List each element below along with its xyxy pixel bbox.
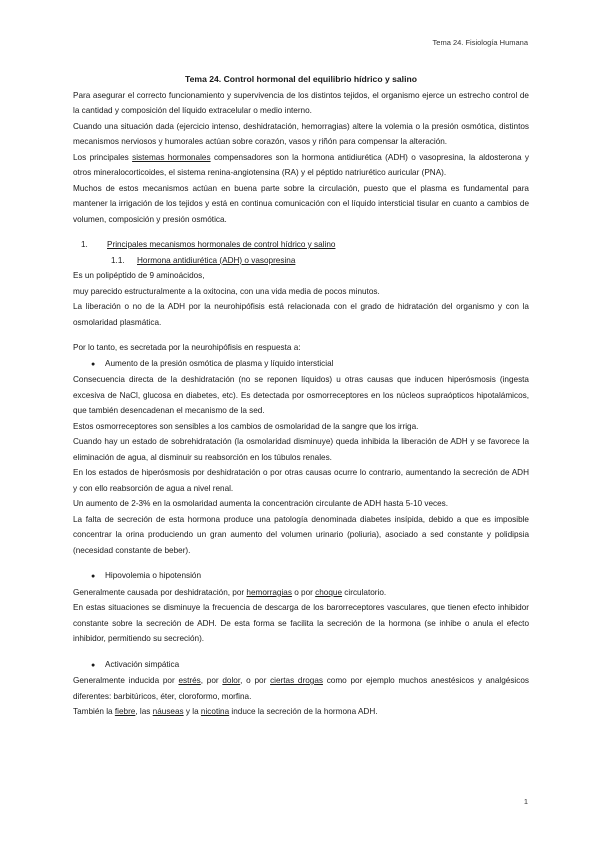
intro-paragraph-3 xyxy=(73,150,529,181)
bullet-heading-hypovolemia xyxy=(91,568,529,585)
bullet-dot-icon: ● xyxy=(91,661,96,669)
document-title: Tema 24. Control hormonal del equilibrio hídrico y salino xyxy=(185,74,417,84)
intro-paragraph-1: Para asegurar el correcto funcionamiento y supervivencia de los distintos tejidos, el organismo ejerce un estrecho control de la cantidad y composición del líquido extracelular o medio interno. xyxy=(73,90,529,115)
subsection-number: 1.1. xyxy=(111,255,125,265)
sistemas-hormonales-link[interactable]: sistemas hormonales xyxy=(132,152,211,162)
text: , las xyxy=(135,707,153,716)
osmotic-paragraph-2: Estos osmorreceptores son sensibles a los cambios de osmolaridad de la sangre que los irriga. xyxy=(73,421,419,431)
text: También la xyxy=(73,707,115,716)
spacer xyxy=(73,558,529,568)
osmotic-paragraph-1: Consecuencia directa de la deshidratación (no se reponen líquidos) u otras causas que inducen hiperósmosis (ingesta excesiva de NaCl, glucosa en diabetes, etc). Es detectada por osmorreceptores en los núcleos supraópticos hipotalámicos, que también desencadenan el mecanismo de la sed. xyxy=(73,375,529,415)
running-header: Tema 24. Fisiología Humana xyxy=(432,38,528,47)
text: , o por xyxy=(240,676,271,685)
text: circulatorio. xyxy=(342,587,387,597)
fiebre-link[interactable]: fiebre xyxy=(114,707,136,716)
adh-paragraph-4: Por lo tanto, es secretada por la neurohipófisis en respuesta a: xyxy=(73,343,301,352)
section-heading xyxy=(81,237,529,253)
sympathetic-paragraph-2 xyxy=(73,704,529,720)
spacer xyxy=(73,647,529,657)
nicotina-link[interactable]: nicotina xyxy=(200,707,230,716)
text: como por ejemplo muchos anestésicos y analgésicos diferentes: barbitúricos, éter, cloroformo, morfina. xyxy=(73,676,529,701)
osmotic-paragraph-6: La falta de secreción de esta hormona produce una patología denominada diabetes insípida, debido a que es imposible concentrar la orina produciendo un gran aumento del volumen urinario (poliuria), asociado a sed constante y polidipsia (necesidad constante de beber). xyxy=(73,514,529,555)
section-number: 1. xyxy=(81,240,88,249)
bullet-title: Aumento de la presión osmótica de plasma y líquido intersticial xyxy=(105,358,334,368)
osmotic-paragraph-5: Un aumento de 2-3% en la osmolaridad aumenta la concentración circulante de ADH hasta 5-10 veces. xyxy=(73,499,449,508)
bullet-title: Activación simpática xyxy=(105,659,180,669)
text: induce la secreción de la hormona ADH. xyxy=(229,707,378,716)
choque-link[interactable]: choque xyxy=(315,587,343,597)
text: Generalmente inducida por xyxy=(73,676,179,685)
bullet-title: Hipovolemia o hipotensión xyxy=(105,571,202,580)
bullet-heading-osmotic xyxy=(91,356,529,373)
hypovolemia-paragraph-2: En estas situaciones se disminuye la frecuencia de descarga de los barorreceptores vasculares, que tienen efecto inhibidor constante sobre la secreción de ADH. De esta forma se facilita la secreción de la hormona (se inhibe o anula el efecto inhibidor, permitiendo su secreción). xyxy=(73,603,529,643)
hypovolemia-paragraph-1 xyxy=(73,585,529,601)
section-title: Principales mecanismos hormonales de control hídrico y salino xyxy=(107,240,336,249)
subsection-heading xyxy=(111,253,529,269)
sympathetic-paragraph-1 xyxy=(73,673,529,704)
bullet-dot-icon: ● xyxy=(91,360,96,368)
subsection-title-rest: (ADH) o vasopresina xyxy=(217,255,296,265)
text: o por xyxy=(291,587,316,597)
nauseas-link[interactable]: náuseas xyxy=(152,707,184,716)
ciertas-drogas-link[interactable]: ciertas drogas xyxy=(270,676,323,685)
hemorragias-link[interactable]: hemorragias xyxy=(246,587,292,597)
subsection-title-link[interactable]: Hormona antidiurética xyxy=(137,255,218,265)
bullet-dot-icon: ● xyxy=(91,573,96,580)
adh-paragraph-2: muy parecido estructuralmente a la oxitocina, con una vida media de pocos minutos. xyxy=(73,286,380,296)
osmotic-paragraph-3: Cuando hay un estado de sobrehidratación (la osmolaridad disminuye) queda inhibida la liberación de ADH y se favorece la eliminación de agua, al disminuir su reabsorción en los túbulos renales. xyxy=(73,437,529,462)
adh-paragraph-1: Es un polipéptido de 9 aminoácidos, xyxy=(73,271,205,280)
estres-link[interactable]: estrés xyxy=(178,676,201,685)
dolor-link[interactable]: dolor xyxy=(222,676,241,685)
spacer xyxy=(73,227,529,237)
page-number: 1 xyxy=(523,797,528,806)
intro-text: Los principales xyxy=(73,152,133,162)
text: , por xyxy=(200,676,223,685)
adh-paragraph-3: La liberación o no de la ADH por la neurohipófisis está relacionada con el grado de hidratación del organismo y con la osmolaridad plasmática. xyxy=(73,302,529,327)
intro-text: compensadores son la hormona antidiurética (ADH) o vasopresina, la aldosterona y otros mineralocorticoides, el sistema renina-angiotensina (RA) y el péptido natriurético auricular (PNA). xyxy=(73,152,530,177)
page-content xyxy=(73,72,529,720)
bullet-heading-sympathetic xyxy=(91,657,529,674)
spacer xyxy=(73,330,529,340)
osmotic-paragraph-4: En los estados de hiperósmosis por deshidratación o por otras causas ocurre lo contrario, aumentando la secreción de ADH y con ello reabsorción de agua a nivel renal. xyxy=(73,468,529,493)
text: Generalmente causada por deshidratación, por xyxy=(73,587,247,597)
intro-paragraph-2: Cuando una situación dada (ejercicio intenso, deshidratación, hemorragias) altere la volemia o la presión osmótica, distintos mecanismos nerviosos y humorales actúan sobre corazón, vasos y riñón para compensar la alteración. xyxy=(73,121,529,146)
text: y la xyxy=(183,707,201,716)
intro-paragraph-4: Muchos de estos mecanismos actúan en buena parte sobre la circulación, puesto que el plasma es fundamental para mantener la irrigación de los tejidos y está en continua comunicación con el líquido intersticial tisular en cuanto a cambios de volumen, composición y presión osmótica. xyxy=(73,183,529,224)
